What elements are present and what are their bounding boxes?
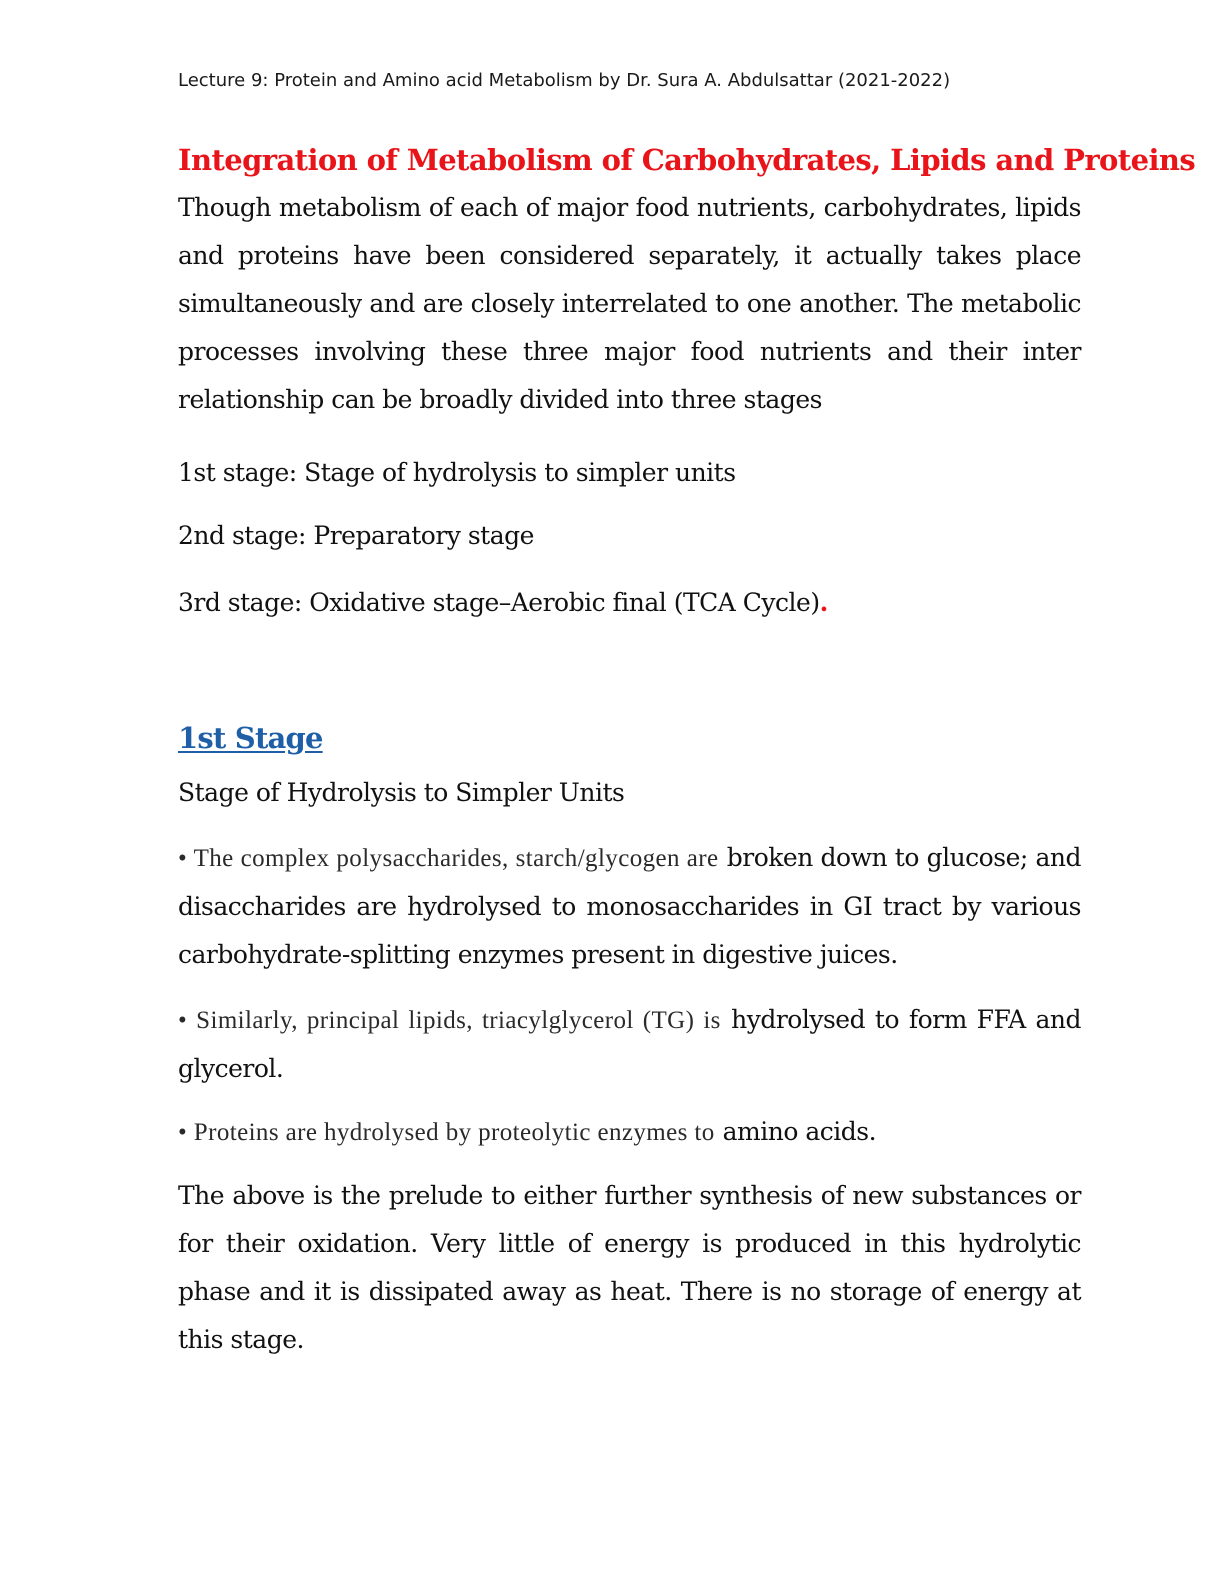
bullet-rest: broken down to glucose; and disaccharides are hydrolysed to monosaccharides in GI tract by various carbohydrate-splitting enzymes present in digestive juices. xyxy=(178,843,1082,969)
stage-3-text: 3rd stage: Oxidative stage–Aerobic final (TCA Cycle) xyxy=(178,588,820,617)
bullet-rest: hydrolysed to form FFA and glycerol. xyxy=(178,1005,1081,1083)
document-body xyxy=(178,138,1196,1364)
bullet-lead: • Similarly, principal lipids, triacylglycerol (TG) is xyxy=(178,1007,721,1034)
bullet-lipids xyxy=(178,996,1081,1093)
bullet-lead: • The complex polysaccharides, starch/glycogen are xyxy=(178,845,719,872)
page-header: Lecture 9: Protein and Amino acid Metabolism by Dr. Sura A. Abdulsattar (2021-2022) xyxy=(178,70,951,91)
stage-3-red-period: . xyxy=(819,588,828,617)
stage-3-line xyxy=(178,583,1081,623)
bullet-proteins xyxy=(178,1108,1081,1157)
closing-paragraph: The above is the prelude to either further synthesis of new substances or for their oxidation. Very little of energy is produced in this hydrolytic phase and it is dissipated away as heat. There is no storage of energy at this stage. xyxy=(178,1181,1081,1354)
stage-2-line: 2nd stage: Preparatory stage xyxy=(178,521,534,550)
section-subtitle: Stage of Hydrolysis to Simpler Units xyxy=(178,778,625,807)
bullet-carbohydrates xyxy=(178,834,1081,979)
bullet-rest: amino acids. xyxy=(722,1117,877,1146)
section-heading-1st-stage: 1st Stage xyxy=(178,721,323,755)
bullet-lead: • Proteins are hydrolysed by proteolytic enzymes to xyxy=(178,1119,715,1146)
stage-1-line: 1st stage: Stage of hydrolysis to simpler units xyxy=(178,458,736,487)
page-title: Integration of Metabolism of Carbohydrates, Lipids and Proteins xyxy=(178,143,1196,177)
intro-paragraph: Though metabolism of each of major food nutrients, carbohydrates, lipids and proteins have been considered separately, it actually takes place simultaneously and are closely interrelated to one another. The metabolic processes involving these three major food nutrients and their inter relationship can be broadly divided into three stages xyxy=(178,193,1081,414)
